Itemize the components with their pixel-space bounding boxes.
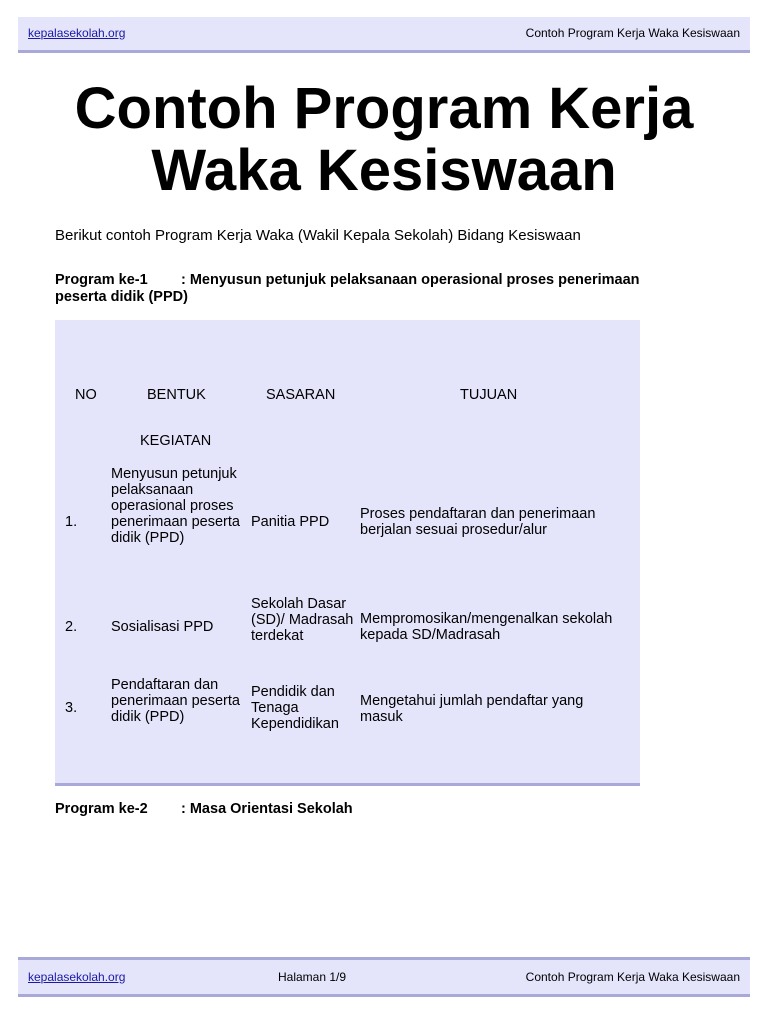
- header-no: NO: [75, 387, 97, 403]
- footer-site-link[interactable]: kepalasekolah.org: [28, 970, 126, 984]
- row-1-tujuan: Proses pendaftaran dan penerimaan berjalan sesuai prosedur/alur: [360, 506, 596, 538]
- row-2-no: 2.: [65, 619, 78, 635]
- page-footer: [18, 957, 750, 997]
- row-1-sasaran: Panitia PPD: [251, 514, 330, 530]
- header-sasaran: SASARAN: [266, 387, 336, 403]
- row-1-bentuk: Menyusun petunjuk pelaksanaan operasional proses penerimaan peserta didik (PPD): [111, 466, 240, 546]
- program-2-label: Program ke-2: [55, 801, 148, 817]
- program-table: [55, 320, 640, 786]
- row-1-no: 1.: [65, 514, 78, 530]
- program-2-text: : Masa Orientasi Sekolah: [181, 801, 353, 817]
- header-tujuan: TUJUAN: [460, 387, 518, 403]
- footer-doc-title: Contoh Program Kerja Waka Kesiswaan: [525, 970, 740, 984]
- page-header: [18, 17, 750, 53]
- row-3-tujuan: Mengetahui jumlah pendaftar yang masuk: [360, 693, 584, 725]
- row-3-sasaran: Pendidik dan Tenaga Kependidikan: [251, 684, 339, 732]
- header-site-link[interactable]: kepalasekolah.org: [28, 26, 126, 40]
- row-2-bentuk: Sosialisasi PPD: [111, 619, 214, 635]
- row-2-sasaran: Sekolah Dasar (SD)/ Madrasah terdekat: [251, 596, 354, 644]
- page-title-line2: Waka Kesiswaan: [151, 138, 617, 203]
- program-1-text: : Menyusun petunjuk pelaksanaan operasional proses penerimaan peserta didik (PPD): [55, 272, 640, 305]
- header-doc-title: Contoh Program Kerja Waka Kesiswaan: [525, 26, 740, 40]
- intro-text: Berikut contoh Program Kerja Waka (Wakil Kepala Sekolah) Bidang Kesiswaan: [55, 227, 581, 244]
- row-2-tujuan: Mempromosikan/mengenalkan sekolah kepada SD/Madrasah: [360, 611, 613, 643]
- footer-page-number: Halaman 1/9: [278, 970, 347, 984]
- page-title-line1: Contoh Program Kerja: [74, 76, 694, 141]
- header-bentuk: BENTUK: [147, 387, 206, 403]
- program-1-heading: [55, 272, 695, 306]
- header-kegiatan: KEGIATAN: [140, 433, 212, 449]
- page-title: [18, 78, 750, 202]
- row-3-bentuk: Pendaftaran dan penerimaan peserta didik (PPD): [111, 677, 240, 725]
- program-1-label: Program ke-1: [55, 272, 148, 288]
- program-2-heading: [55, 801, 695, 818]
- row-3-no: 3.: [65, 700, 78, 716]
